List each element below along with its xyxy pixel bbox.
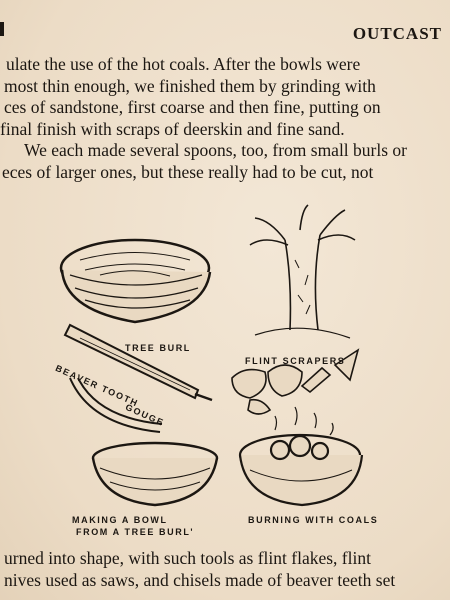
top-paragraph [0,54,450,183]
caption-burning-coals: BURNING WITH COALS [248,515,379,525]
left-margin-mark [0,22,4,36]
caption-making-bowl: MAKING A BOWL [72,515,168,525]
text-line: nives used as saws, and chisels made of beaver teeth set [4,569,396,590]
curved-gouge-drawing [70,378,162,432]
caption-tree-burl: TREE BURL [125,343,191,353]
burning-coals-drawing [240,407,362,505]
text-line: ulate the use of the hot coals. After the bowls were [6,54,361,74]
caption-from-tree-burl: FROM A TREE BURL' [76,527,195,537]
text-line: final finish with scraps of deerskin and fine sand. [0,118,345,139]
tool-illustrations [40,200,440,540]
text-line: eces of larger ones, but these really had to be cut, not [2,161,374,182]
caption-beaver-tooth: BEAVER TOOTH [53,363,141,409]
tree-burl-drawing [61,240,210,322]
wooden-bowl-drawing [93,443,217,505]
caption-flint-scrapers: FLINT SCRAPERS [245,356,346,366]
text-line: We each made several spoons, too, from small burls or [24,140,408,160]
beaver-gouge-drawing [65,325,212,400]
text-line: urned into shape, with such tools as flint flakes, flint [4,548,371,568]
running-head: OUTCAST [352,24,442,43]
bottom-paragraph [0,548,450,591]
caption-gouge: GOUGE [123,402,166,429]
text-line: ces of sandstone, first coarse and then fine, putting on [4,97,381,117]
tree-drawing [250,205,355,338]
text-line: most thin enough, we finished them by grinding with [4,75,376,96]
